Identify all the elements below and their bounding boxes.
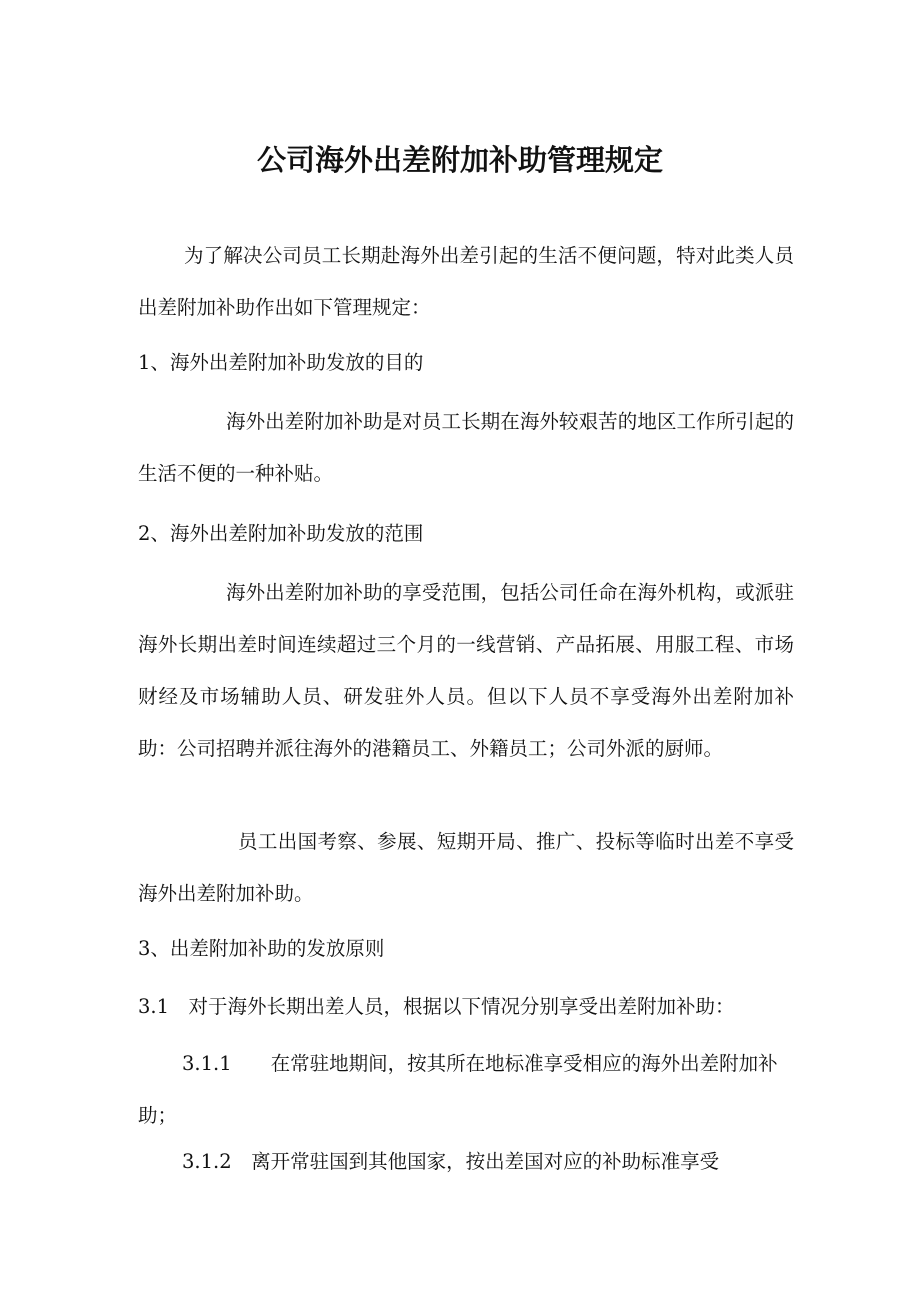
item-3-1: 3.1 对于海外长期出差人员，根据以下情况分别享受出差附加补助：: [138, 995, 735, 1018]
document-title: 公司海外出差附加补助管理规定: [256, 143, 663, 177]
item-3-1-1: 3.1.1 在常驻地期间，按其所在地标准享受相应的海外出差附加补助；: [138, 1052, 778, 1127]
section-2-body-1: 海外出差附加补助的享受范围，包括公司任命在海外机构，或派驻海外长期出差时间连续超过三个月的一线营销、产品拓展、用服工程、市场财经及市场辅助人员、研发驻外人员。但以下人员不享受海外出差附加补助：公司招聘并派往海外的港籍员工、外籍员工；公司外派的厨师。: [138, 581, 794, 760]
section-1-heading: 1、海外出差附加补助发放的目的: [138, 351, 424, 374]
section-1-body: 海外出差附加补助是对员工长期在海外较艰苦的地区工作所引起的生活不便的一种补贴。: [138, 410, 794, 485]
item-3-1-2: 3.1.2 离开常驻国到其他国家，按出差国对应的补助标准享受: [182, 1150, 720, 1173]
intro-paragraph: 为了解决公司员工长期赴海外出差引起的生活不便问题，特对此类人员出差附加补助作出如下管理规定：: [138, 244, 794, 319]
section-2-heading: 2、海外出差附加补助发放的范围: [138, 522, 424, 545]
section-3-heading: 3、出差附加补助的发放原则: [138, 937, 385, 960]
section-2-body-2: 员工出国考察、参展、短期开局、推广、投标等临时出差不享受海外出差附加补助。: [138, 830, 794, 905]
